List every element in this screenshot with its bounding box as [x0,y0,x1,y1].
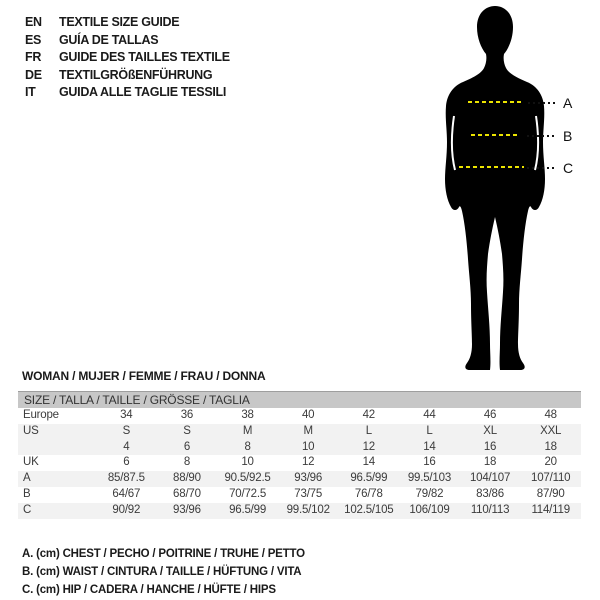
woman-silhouette [434,4,556,372]
language-label: GUIDE DES TAILLES TEXTILE [59,50,230,65]
measure-label-c: C [563,160,574,176]
language-label: TEXTILGRÖßENFÜHRUNG [59,67,213,82]
size-value-cell: 42 [362,409,376,421]
size-table-body [18,408,581,519]
language-row [25,84,230,102]
language-code: ES [25,32,42,47]
language-code: IT [25,85,36,100]
size-value-cell: 48 [544,409,557,421]
size-value-cell: 99.5/102 [286,503,330,516]
size-value-cell: 107/110 [531,472,571,485]
measure-label-a: A [563,95,573,111]
table-row [18,440,581,456]
language-code: DE [25,67,42,82]
size-value-cell: L [365,424,372,437]
size-value-cell: 8 [244,440,251,453]
size-value-cell: S [122,424,131,437]
legend-line-hip: C. (cm) HIP / CADERA / HANCHE / HÜFTE / HIPS [22,584,276,597]
size-value-cell: 87/90 [536,487,565,500]
size-value-cell: 85/87.5 [107,472,145,485]
size-value-cell: 93/96 [294,472,323,485]
size-value-cell: 12 [301,456,315,469]
table-row [18,455,581,471]
row-label-cell [18,440,96,456]
row-label-cell: A [23,472,31,485]
size-value-cell: M [303,424,313,437]
hip-dash-line [459,166,524,168]
language-row [25,14,230,32]
language-row [25,32,230,50]
size-value-cell: 90/92 [112,503,141,516]
size-value-cell: 38 [241,409,254,421]
size-value-cell: XL [483,424,497,437]
measure-label-b: B [563,128,573,144]
size-value-cell: 16 [423,456,436,469]
size-value-cell: 102.5/105 [344,503,394,516]
size-value-cell: M [242,424,253,437]
legend-line-chest: A. (cm) CHEST / PECHO / POITRINE / TRUHE / PETTO [22,548,305,560]
size-value-cell: 104/107 [469,472,511,485]
size-value-cell: 88/90 [173,472,201,485]
table-row [18,424,581,440]
size-value-cell: 73/75 [294,487,323,500]
language-guide-block [25,14,230,102]
size-value-cell: 4 [123,440,130,453]
size-value-cell: 10 [301,440,315,453]
size-value-cell: 14 [423,440,436,453]
table-row [18,408,581,424]
language-code: EN [25,15,42,29]
size-value-cell: 83/86 [476,487,504,500]
legend-line-waist: B. (cm) WAIST / CINTURA / TAILLE / HÜFTUNG / VITA [22,566,302,579]
size-value-cell: 44 [423,409,436,421]
size-value-cell: 6 [123,456,130,469]
table-row [18,503,581,519]
size-value-cell: 90.5/92.5 [224,472,271,485]
size-value-cell: 34 [120,409,133,421]
row-label-cell: C [23,503,32,516]
row-label-cell: B [23,487,31,500]
size-value-cell: 16 [483,440,497,453]
size-value-cell: XXL [540,424,562,437]
row-label-cell: Europe [23,409,59,421]
language-label: TEXTILE SIZE GUIDE [59,15,180,29]
size-value-cell: 68/70 [173,487,201,500]
size-value-cell: 114/119 [531,503,570,516]
chest-leader-dots [528,102,557,104]
hip-leader-dots [527,167,557,169]
row-label-cell: UK [23,456,39,469]
table-row [18,487,581,503]
measurement-legend [22,545,305,600]
size-value-cell: 93/96 [173,503,201,516]
row-label-cell: US [23,424,39,437]
section-title-woman: WOMAN / MUJER / FEMME / FRAU / DONNA [22,369,266,383]
size-value-cell: 20 [544,456,557,469]
language-label: GUIDA ALLE TAGLIE TESSILI [59,85,227,100]
size-value-cell: 6 [183,440,191,453]
size-value-cell: 8 [183,456,191,469]
size-value-cell: 70/72.5 [229,487,267,500]
waist-dash-line [471,134,520,136]
size-value-cell: 36 [180,409,194,421]
size-value-cell: 18 [483,456,497,469]
size-value-cell: 110/113 [470,503,510,516]
size-value-cell: 79/82 [415,487,444,500]
language-row [25,67,230,85]
language-code: FR [25,50,42,65]
size-value-cell: 96.5/99 [229,503,267,516]
size-value-cell: 10 [241,456,254,469]
size-table-header: SIZE / TALLA / TAILLE / GRÖSSE / TAGLIA [18,391,581,408]
size-value-cell: 106/109 [409,503,450,516]
size-value-cell: 18 [544,440,557,453]
size-value-cell: 14 [362,456,376,469]
size-value-cell: 64/67 [112,487,141,500]
size-value-cell: 46 [483,409,497,421]
size-value-cell: 99.5/103 [407,472,452,485]
size-value-cell: 12 [362,440,376,453]
table-row [18,471,581,487]
chest-dash-line [468,101,521,103]
size-value-cell: L [426,424,433,437]
language-row [25,49,230,67]
size-value-cell: 76/78 [354,487,383,500]
size-value-cell: 96.5/99 [350,472,388,485]
language-label: GUÍA DE TALLAS [59,32,159,47]
size-value-cell: S [183,424,191,437]
waist-leader-dots [527,135,556,137]
size-value-cell: 40 [301,409,315,421]
size-table [18,391,581,519]
